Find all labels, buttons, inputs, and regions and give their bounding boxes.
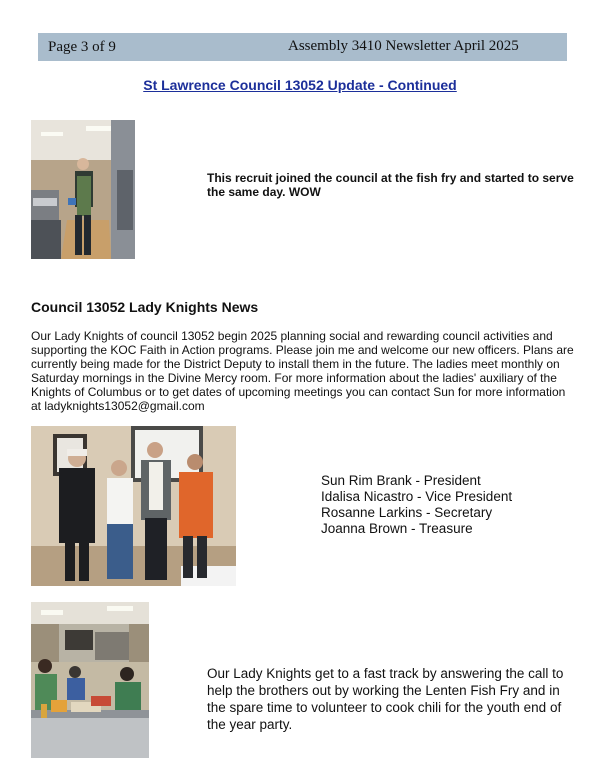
recruit-photo (31, 120, 135, 259)
officers-photo (31, 426, 236, 586)
kitchen-photo (31, 602, 149, 758)
officer-vice-president: Idalisa Nicastro - Vice President (321, 489, 513, 504)
section-title: St Lawrence Council 13052 Update - Continued (143, 77, 457, 93)
lady-knights-title: Council 13052 Lady Knights News (31, 299, 259, 315)
recruit-caption: This recruit joined the council at the fish fry and started to serve the same day. WOW (207, 171, 574, 199)
page-number: Page 3 of 9 (48, 39, 116, 55)
officers-list (321, 473, 512, 537)
lady-knights-body: Our Lady Knights of council 13052 begin 2025 planning social and rewarding council activities and supporting the KOC Faith in Action programs. Please join me and welcome our new officers. Plans are currently being made for the District Deputy to install them in the future. The ladies meet monthly on Saturday mornings in the Divine Mercy room. For more information about the ladies' auxiliary of the Knights of Columbus or to get dates of upcoming meetings you can contact Sun for more information at ladyknights13052@gmail.com (31, 329, 574, 413)
officer-treasurer: Joanna Brown - Treasure (321, 521, 473, 536)
officer-secretary: Rosanne Larkins - Secretary (321, 505, 493, 520)
kitchen-caption: Our Lady Knights get to a fast track by answering the call to help the brothers out by working the Lenten Fish Fry and in the spare time to volunteer to cook chili for the youth end of the year party. (207, 666, 564, 732)
newsletter-title: Assembly 3410 Newsletter April 2025 (288, 38, 519, 54)
officer-president: Sun Rim Brank - President (321, 473, 481, 488)
